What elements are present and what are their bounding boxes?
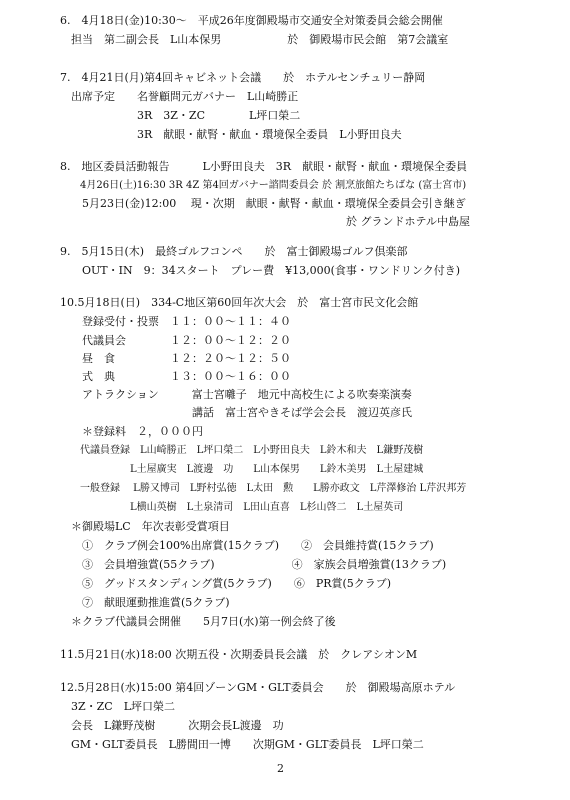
item-10-line-10: L土屋廣実 L渡邊 功 L山本保男 L鈴木美男 L土屋建城 xyxy=(60,464,424,475)
item-12-line-2: 3Z・ZC L坪口榮二 xyxy=(60,700,176,713)
item-10-line-9: 代議員登録 L山崎勝正 L坪口榮二 L小野田良夫 L鈴木和夫 L鎌野茂樹 xyxy=(60,445,424,456)
item-10-line-5: 式 典 １３：００～１６：００ xyxy=(60,370,291,383)
item-8-line-3: 5月23日(金)12:00 現・次期 献眼・献腎・献血・環境保全委員会引き継ぎ xyxy=(60,197,466,210)
item-11-line-1: 11.5月21日(水)18:00 次期五役・次期委員長会議 於 クレアシオンM xyxy=(60,648,418,661)
item-10-line-12: L横山英樹 L土泉清司 L田山直喜 L杉山啓二 L土屋英司 xyxy=(60,502,404,513)
item-9-line-2: OUT・IN 9：34スタート プレー費 ¥13,000(食事・ワンドリンク付き) xyxy=(60,264,461,277)
item-6-line-2: 担当 第二副会長 L山本保男 於 御殿場市民会館 第7会議室 xyxy=(60,33,449,46)
item-10-line-18: ＊クラブ代議員会開催 5月7日(水)第一例会終了後 xyxy=(60,615,336,628)
item-12-line-4: GM・GLT委員長 L勝間田一博 次期GM・GLT委員長 L坪口榮二 xyxy=(60,738,424,751)
item-10-line-6: アトラクション 富士宮囃子 地元中高校生による吹奏楽演奏 xyxy=(60,388,412,401)
item-10-line-1: 10.5月18日(日) 334-C地区第60回年次大会 於 富士宮市民文化会館 xyxy=(60,296,419,309)
item-7-line-1: 7. 4月21日(月)第4回キャビネット会議 於 ホテルセンチュリー静岡 xyxy=(60,71,426,84)
item-7-line-3: 3R 3Z・ZC L坪口榮二 xyxy=(60,109,301,122)
item-10-line-8: ＊登録料 ２，０００円 xyxy=(60,425,203,438)
item-7-line-2: 出席予定 名誉顧問元ガバナー L山崎勝正 xyxy=(60,90,299,103)
item-10-line-16: ⑤ グッドスタンディング賞(5クラブ) ⑥ PR賞(5クラブ) xyxy=(60,577,392,590)
item-10-line-4: 昼 食 １２：２０～１２：５０ xyxy=(60,352,291,365)
item-10-line-7: 講話 富士宮やきそば学会会長 渡辺英彦氏 xyxy=(60,406,412,419)
item-12-line-3: 会長 L鎌野茂樹 次期会長L渡邊 功 xyxy=(60,719,284,732)
item-10-line-17: ⑦ 献眼運動推進賞(5クラブ) xyxy=(60,596,230,609)
item-10-line-2: 登録受付・投票 １１：００～１１：４０ xyxy=(60,315,291,328)
item-10-line-14: ① クラブ例会100%出席賞(15クラブ) ② 会員維持賞(15クラブ) xyxy=(60,539,434,552)
page-number: 2 xyxy=(277,762,284,775)
item-7-line-4: 3R 献眼・献腎・献血・環境保全委員 L小野田良夫 xyxy=(60,128,402,141)
item-10-line-15: ③ 会員増強賞(55クラブ) ④ 家族会員増強賞(13クラブ) xyxy=(60,558,447,571)
item-10-line-3: 代議員会 １２：００～１２：２０ xyxy=(60,334,291,347)
item-8-line-4: 於 グランドホテル中島屋 xyxy=(60,215,470,228)
item-12-line-1: 12.5月28日(水)15:00 第4回ゾーンGM・GLT委員会 於 御殿場高原ホテル xyxy=(60,681,456,694)
item-8-line-1: 8. 地区委員活動報告 L小野田良夫 3R 献眼・献腎・献血・環境保全委員 xyxy=(60,160,468,173)
item-10-line-11: 一般登録 L勝又博司 L野村弘徳 L太田 勲 L勝亦政文 L芹澤修治 L芹沢邦芳 xyxy=(60,483,467,494)
item-10-line-13: ＊御殿場LC 年次表彰受賞項目 xyxy=(60,520,230,533)
item-6-line-1: 6. 4月18日(金)10:30～ 平成26年度御殿場市交通安全対策委員会総会開催 xyxy=(60,14,443,27)
item-8-line-2: 4月26日(土)16:30 3R 4Z 第4回ガバナー諮問委員会 於 割烹旅館たちばな (富士宮市) xyxy=(60,180,467,191)
item-9-line-1: 9. 5月15日(木) 最終ゴルフコンペ 於 富士御殿場ゴルフ倶楽部 xyxy=(60,245,408,258)
